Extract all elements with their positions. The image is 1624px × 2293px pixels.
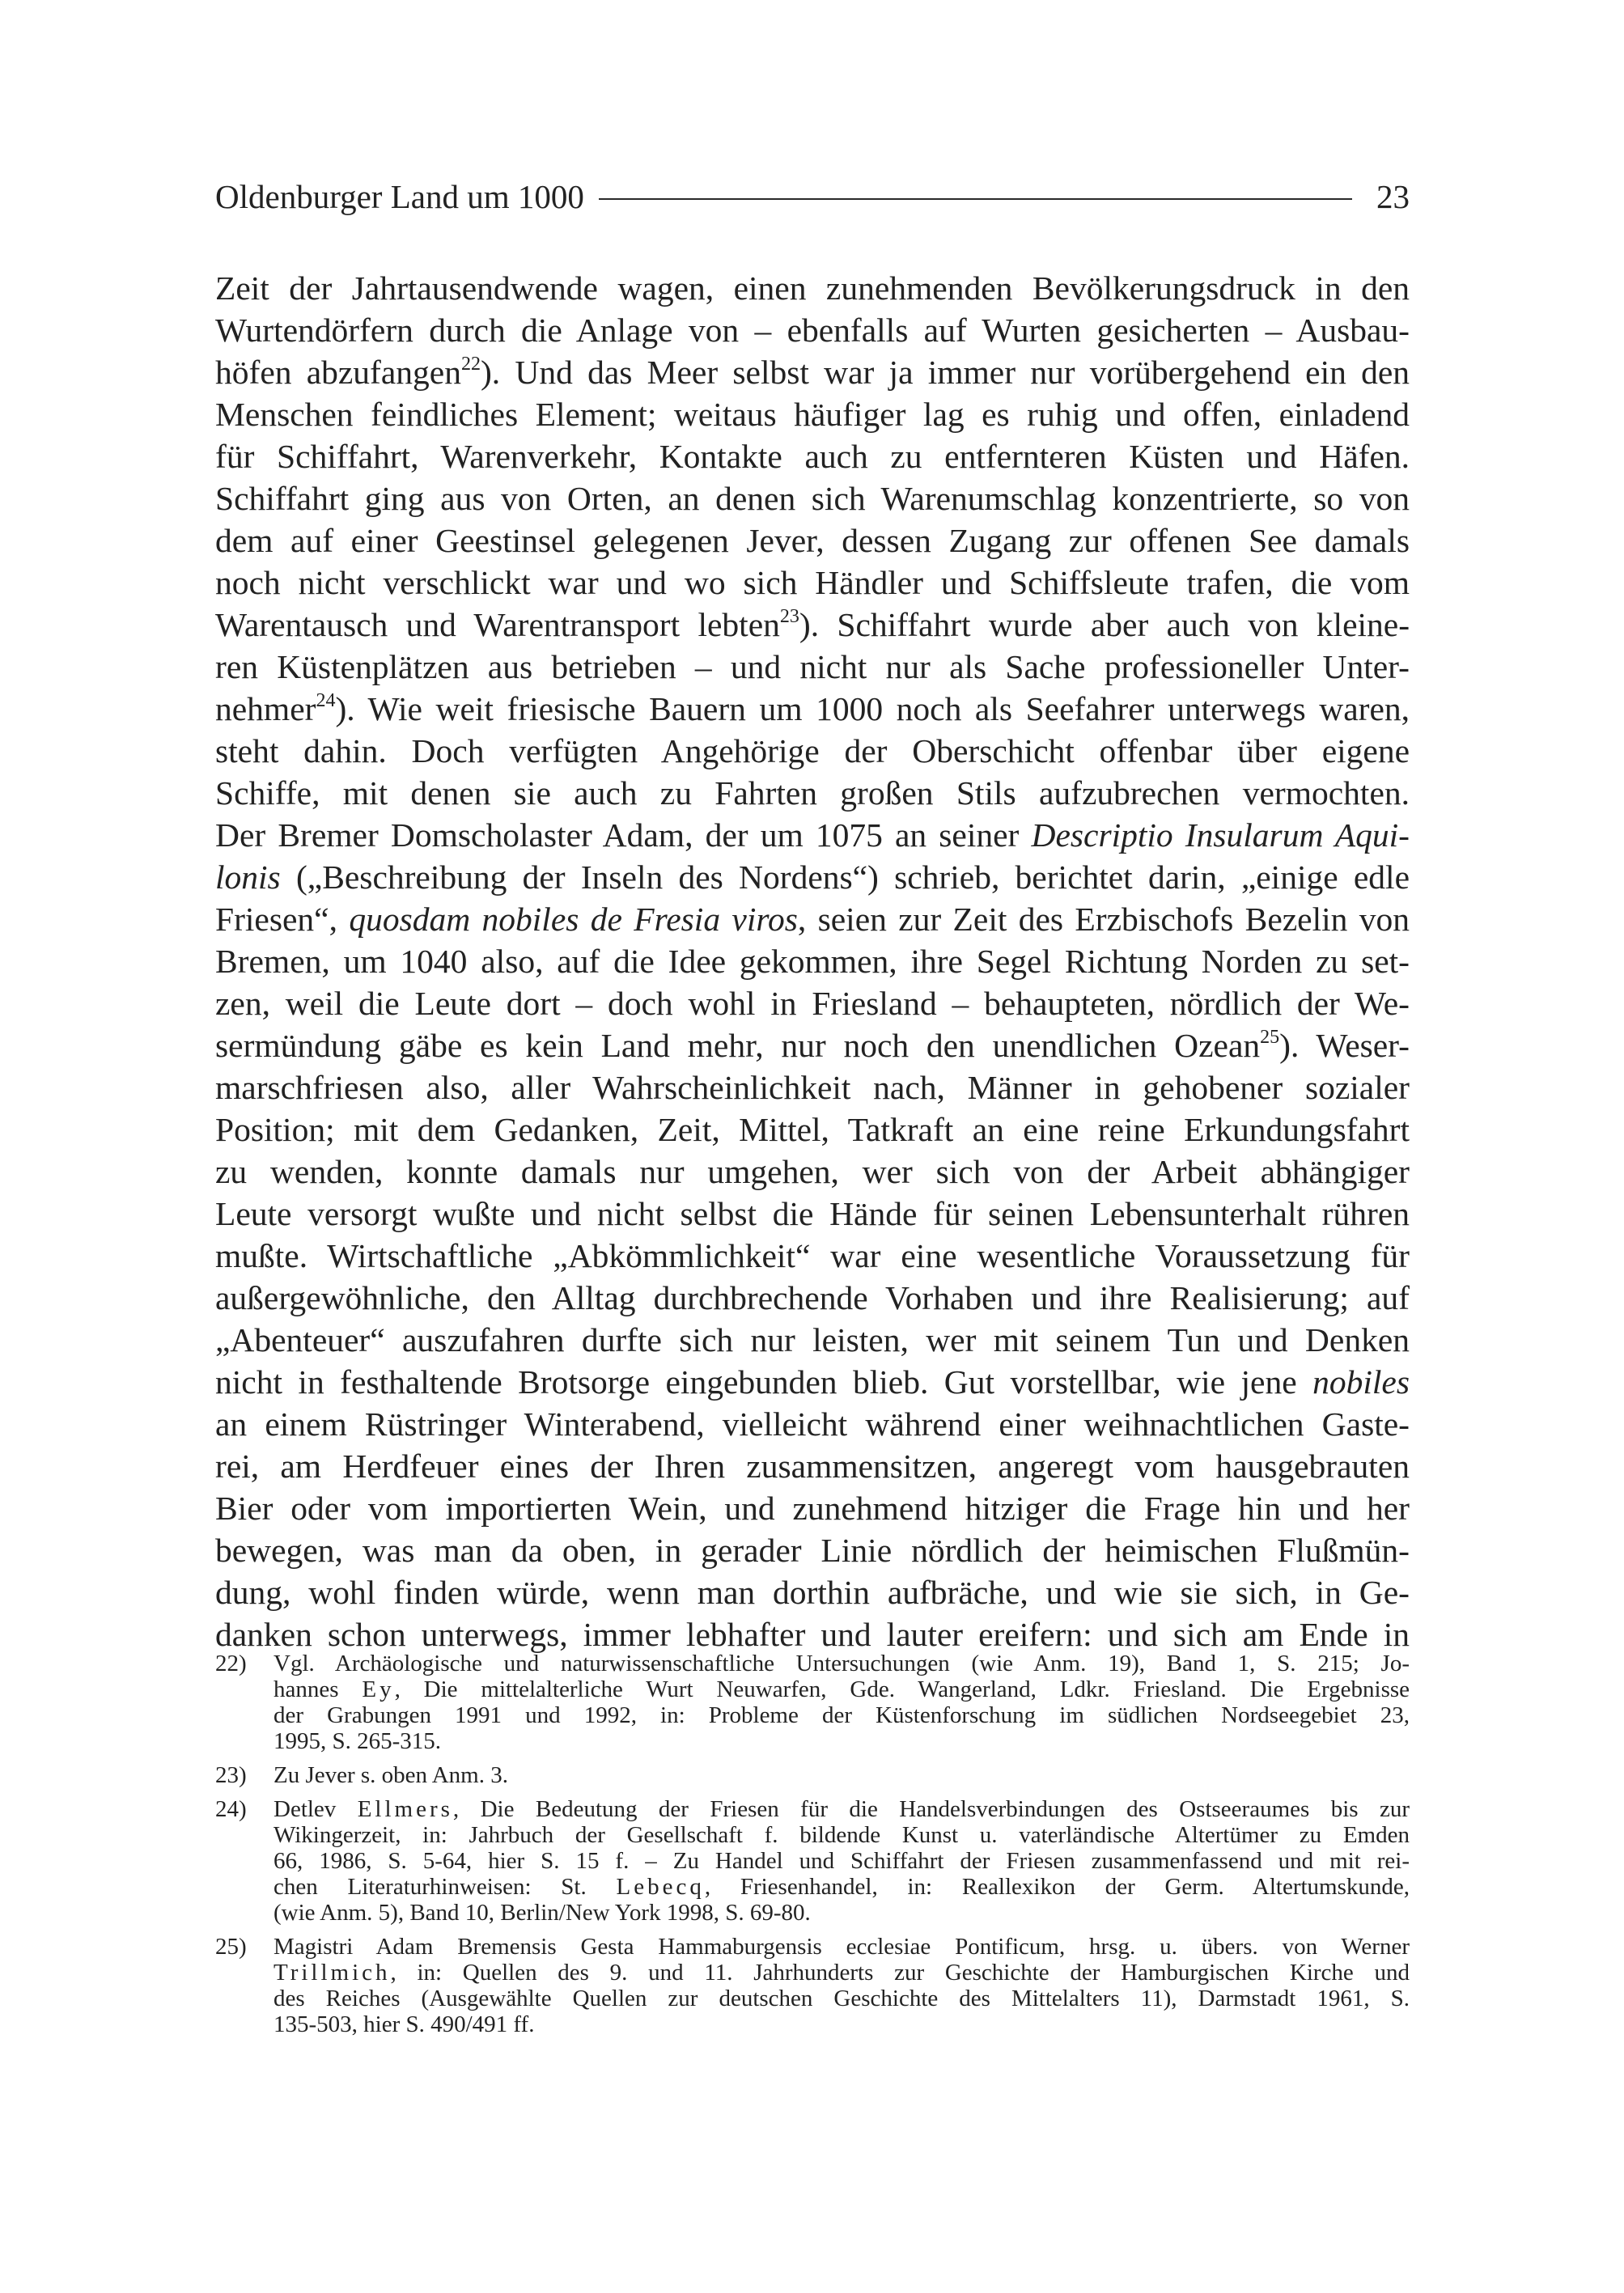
page-number: 23 [1376, 178, 1410, 215]
text-line: sermündung gäbe es kein Land mehr, nur noch den unendlichen Ozean$^{25}$). Weser- [215, 1027, 1410, 1064]
text-line: Bier oder vom importierten Wein, und zunehmend hitziger die Frage hin und her [215, 1490, 1410, 1527]
text-line: dem auf einer Geestinsel gelegenen Jever, dessen Zugang zur offenen See damals [215, 522, 1410, 559]
footnote-number: 24) [215, 1796, 247, 1822]
text-line: Warentausch und Warentransport lebten$^{23}$). Schiffahrt wurde aber auch von kleine- [215, 606, 1410, 643]
italic-quote: quosdam nobiles de Fresia viros [349, 901, 798, 938]
footnote-line: Detlev Ellmers, Die Bedeutung der Friesen für die Handelsverbindungen des Ostseeraumes bis zur [273, 1796, 1410, 1822]
footnote-ref-23: 23 [779, 606, 799, 627]
text-line: „Abenteuer“ auszufahren durfte sich nur leisten, wer mit seinem Tun und Denken [215, 1321, 1410, 1358]
text-line: höfen abzufangen$^{22}$). Und das Meer selbst war ja immer nur vorübergehend ein den [215, 354, 1410, 391]
footnote-line: des Reiches (Ausgewählte Quellen zur deutschen Geschichte des Mittelalters 11), Darmstadt 1961, S. [273, 1986, 1410, 2011]
footnote-line: Trillmich, in: Quellen des 9. und 11. Jahrhunderts zur Geschichte der Hamburgischen Kirche und [273, 1960, 1410, 1986]
footnote-line: Vgl. Archäologische und naturwissenschaftliche Untersuchungen (wie Anm. 19), Band 1, S. 215; Jo- [273, 1651, 1410, 1676]
italic-title: Descriptio Insularum Aqui- [1031, 816, 1410, 854]
footnote-ref-22: 22 [460, 354, 481, 375]
footnote-line: chen Literaturhinweisen: St. Lebecq, Friesenhandel, in: Reallexikon der Germ. Altertumskunde, [273, 1874, 1410, 1900]
footnote-line: 66, 1986, S. 5-64, hier S. 15 f. – Zu Handel und Schiffahrt der Friesen zusammenfassend und mit rei- [273, 1848, 1410, 1874]
text-line: mußte. Wirtschaftliche „Abkömmlichkeit“ war eine wesentliche Voraussetzung für [215, 1237, 1410, 1274]
author-name: Lebecq [616, 1874, 705, 1900]
author-name: Ellmers [357, 1796, 453, 1822]
footnote-line: hannes Ey, Die mittelalterliche Wurt Neuwarfen, Gde. Wangerland, Ldkr. Friesland. Die Ergebnisse [273, 1676, 1410, 1702]
text-line: Menschen feindliches Element; weitaus häufiger lag es ruhig und offen, einladend [215, 396, 1410, 433]
text-line: Schiffe, mit denen sie auch zu Fahrten großen Stils aufzubrechen vermochten. [215, 774, 1410, 812]
footnote-line: Zu Jever s. oben Anm. 3. [273, 1762, 508, 1788]
text-line: Bremen, um 1040 also, auf die Idee gekommen, ihre Segel Richtung Norden zu set- [215, 943, 1410, 980]
text-line: Schiffahrt ging aus von Orten, an denen sich Warenumschlag konzentrierte, so von [215, 480, 1410, 517]
text-line: Leute versorgt wußte und nicht selbst die Hände für seinen Lebensunterhalt rühren [215, 1195, 1410, 1232]
footnote-line: Magistri Adam Bremensis Gesta Hammaburgensis ecclesiae Pontificum, hrsg. u. übers. von Werner [273, 1934, 1410, 1960]
text-line: danken schon unterwegs, immer lebhafter und lauter ereifern: und sich am Ende in [215, 1616, 1410, 1653]
text-line: Wurtendörfern durch die Anlage von – ebenfalls auf Wurten gesicherten – Ausbau- [215, 312, 1410, 349]
text-line: lonis („Beschreibung der Inseln des Nordens“) schrieb, berichtet darin, „einige edle [215, 858, 1410, 896]
footnote-24 [215, 1796, 1410, 1926]
italic-word: nobiles [1312, 1363, 1410, 1401]
footnote-line: Wikingerzeit, in: Jahrbuch der Gesellschaft f. bildende Kunst u. vaterländische Altertümer zu Emden [273, 1822, 1410, 1848]
text-line: zen, weil die Leute dort – doch wohl in Friesland – behaupteten, nördlich der We- [215, 985, 1410, 1022]
text-line: Zeit der Jahrtausendwende wagen, einen zunehmenden Bevölkerungsdruck in den [215, 269, 1410, 307]
text-line: außergewöhnliche, den Alltag durchbrechende Vorhaben und ihre Realisierung; auf [215, 1279, 1410, 1316]
text-line: an einem Rüstringer Winterabend, vielleicht während einer weihnachtlichen Gaste- [215, 1405, 1410, 1443]
footnote-number: 23) [215, 1762, 247, 1788]
text-line: bewegen, was man da oben, in gerader Linie nördlich der heimischen Flußmün- [215, 1532, 1410, 1569]
text-line: Position; mit dem Gedanken, Zeit, Mittel, Tatkraft an eine reine Erkundungsfahrt [215, 1111, 1410, 1148]
author-name: Trillmich [273, 1960, 391, 1986]
text-line: Der Bremer Domscholaster Adam, der um 1075 an seiner Descriptio Insularum Aqui- [215, 816, 1410, 854]
footnote-line: 135-503, hier S. 490/491 ff. [273, 2011, 535, 2037]
footnote-line: (wie Anm. 5), Band 10, Berlin/New York 1998, S. 69-80. [273, 1900, 811, 1926]
footnote-ref-24: 24 [316, 690, 336, 711]
text-line: rei, am Herdfeuer eines der Ihren zusammensitzen, angeregt vom hausgebrauten [215, 1447, 1410, 1485]
footnote-number: 25) [215, 1934, 247, 1960]
running-title: Oldenburger Land um 1000 [215, 178, 584, 215]
text-line: nicht in festhaltende Brotsorge eingebunden blieb. Gut vorstellbar, wie jene nobiles [215, 1363, 1410, 1401]
text-line: noch nicht verschlickt war und wo sich Händler und Schiffsleute trafen, die vom [215, 564, 1410, 601]
author-name: Ey [362, 1676, 395, 1702]
running-header [215, 174, 1410, 219]
footnote-number: 22) [215, 1651, 247, 1676]
footnote-22 [215, 1651, 1410, 1754]
text-line: steht dahin. Doch verfügten Angehörige der Oberschicht offenbar über eigene [215, 732, 1410, 769]
footnote-23 [215, 1762, 1410, 1788]
text-line: dung, wohl finden würde, wenn man dorthin aufbräche, und wie sie sich, in Ge- [215, 1574, 1410, 1611]
footnotes [215, 1651, 1410, 2045]
text-line: ren Küstenplätzen aus betrieben – und nicht nur als Sache professioneller Unter- [215, 648, 1410, 685]
main-text [215, 267, 1410, 1655]
text-line: zu wenden, konnte damals nur umgehen, wer sich von der Arbeit abhängiger [215, 1153, 1410, 1190]
text-line: Friesen“, quosdam nobiles de Fresia viros, seien zur Zeit des Erzbischofs Bezelin von [215, 901, 1410, 938]
footnote-ref-25: 25 [1260, 1027, 1280, 1048]
text-line: für Schiffahrt, Warenverkehr, Kontakte auch zu entfernteren Küsten und Häfen. [215, 438, 1410, 475]
text-line: nehmer$^{24}$). Wie weit friesische Bauern um 1000 noch als Seefahrer unterwegs waren, [215, 690, 1410, 727]
italic-title: lonis [215, 858, 281, 896]
text-line: marschfriesen also, aller Wahrscheinlichkeit nach, Männer in gehobener sozialer [215, 1069, 1410, 1106]
header-rule [599, 198, 1352, 200]
footnote-line: der Grabungen 1991 und 1992, in: Probleme der Küstenforschung im südlichen Nordseegebiet 23, [273, 1702, 1410, 1728]
footnote-25 [215, 1934, 1410, 2037]
footnote-line: 1995, S. 265-315. [273, 1728, 442, 1754]
